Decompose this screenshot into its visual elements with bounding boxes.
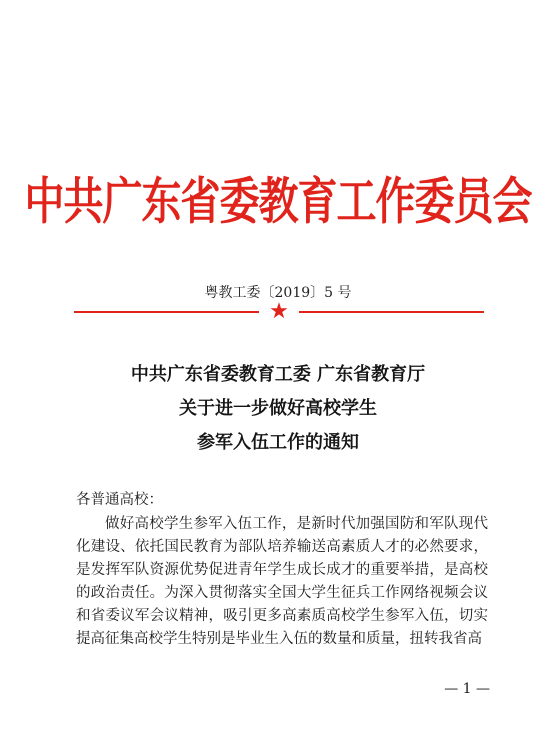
issuer-red-header: 中共广东省委教育工作委员会 [24, 172, 532, 231]
header-separator [74, 300, 484, 324]
title-line-3: 参军入伍工作的通知 [197, 432, 359, 453]
page-number: — 1 — [444, 681, 490, 697]
document-number: 粤教工委〔2019〕5 号 [204, 285, 352, 301]
separator-rule-left [74, 311, 259, 313]
body-paragraph: 做好高校学生参军入伍工作，是新时代加强国防和军队现代化建设、依托国民教育为部队培养输送高素质人才的必然要求，是发挥军队资源优势促进青年学生成长成才的重要举措，是高校的政治责任。为深入贯彻落实全国大学生征兵工作网络视频会议和省委议军会议精神，吸引更多高素质高校学生参军入伍，切实提高征集高校学生特别是毕业生入伍的数量和质量，扭转我省高 [76, 516, 488, 647]
title-line-1: 中共广东省委教育工委 广东省教育厅 [130, 364, 426, 385]
document-title [0, 358, 556, 460]
salutation: 各普通高校： [76, 492, 163, 508]
title-line-2: 关于进一步做好高校学生 [179, 398, 377, 419]
document-body [76, 487, 488, 651]
separator-rule-right [299, 311, 484, 313]
red-star-icon: ★ [269, 299, 289, 324]
